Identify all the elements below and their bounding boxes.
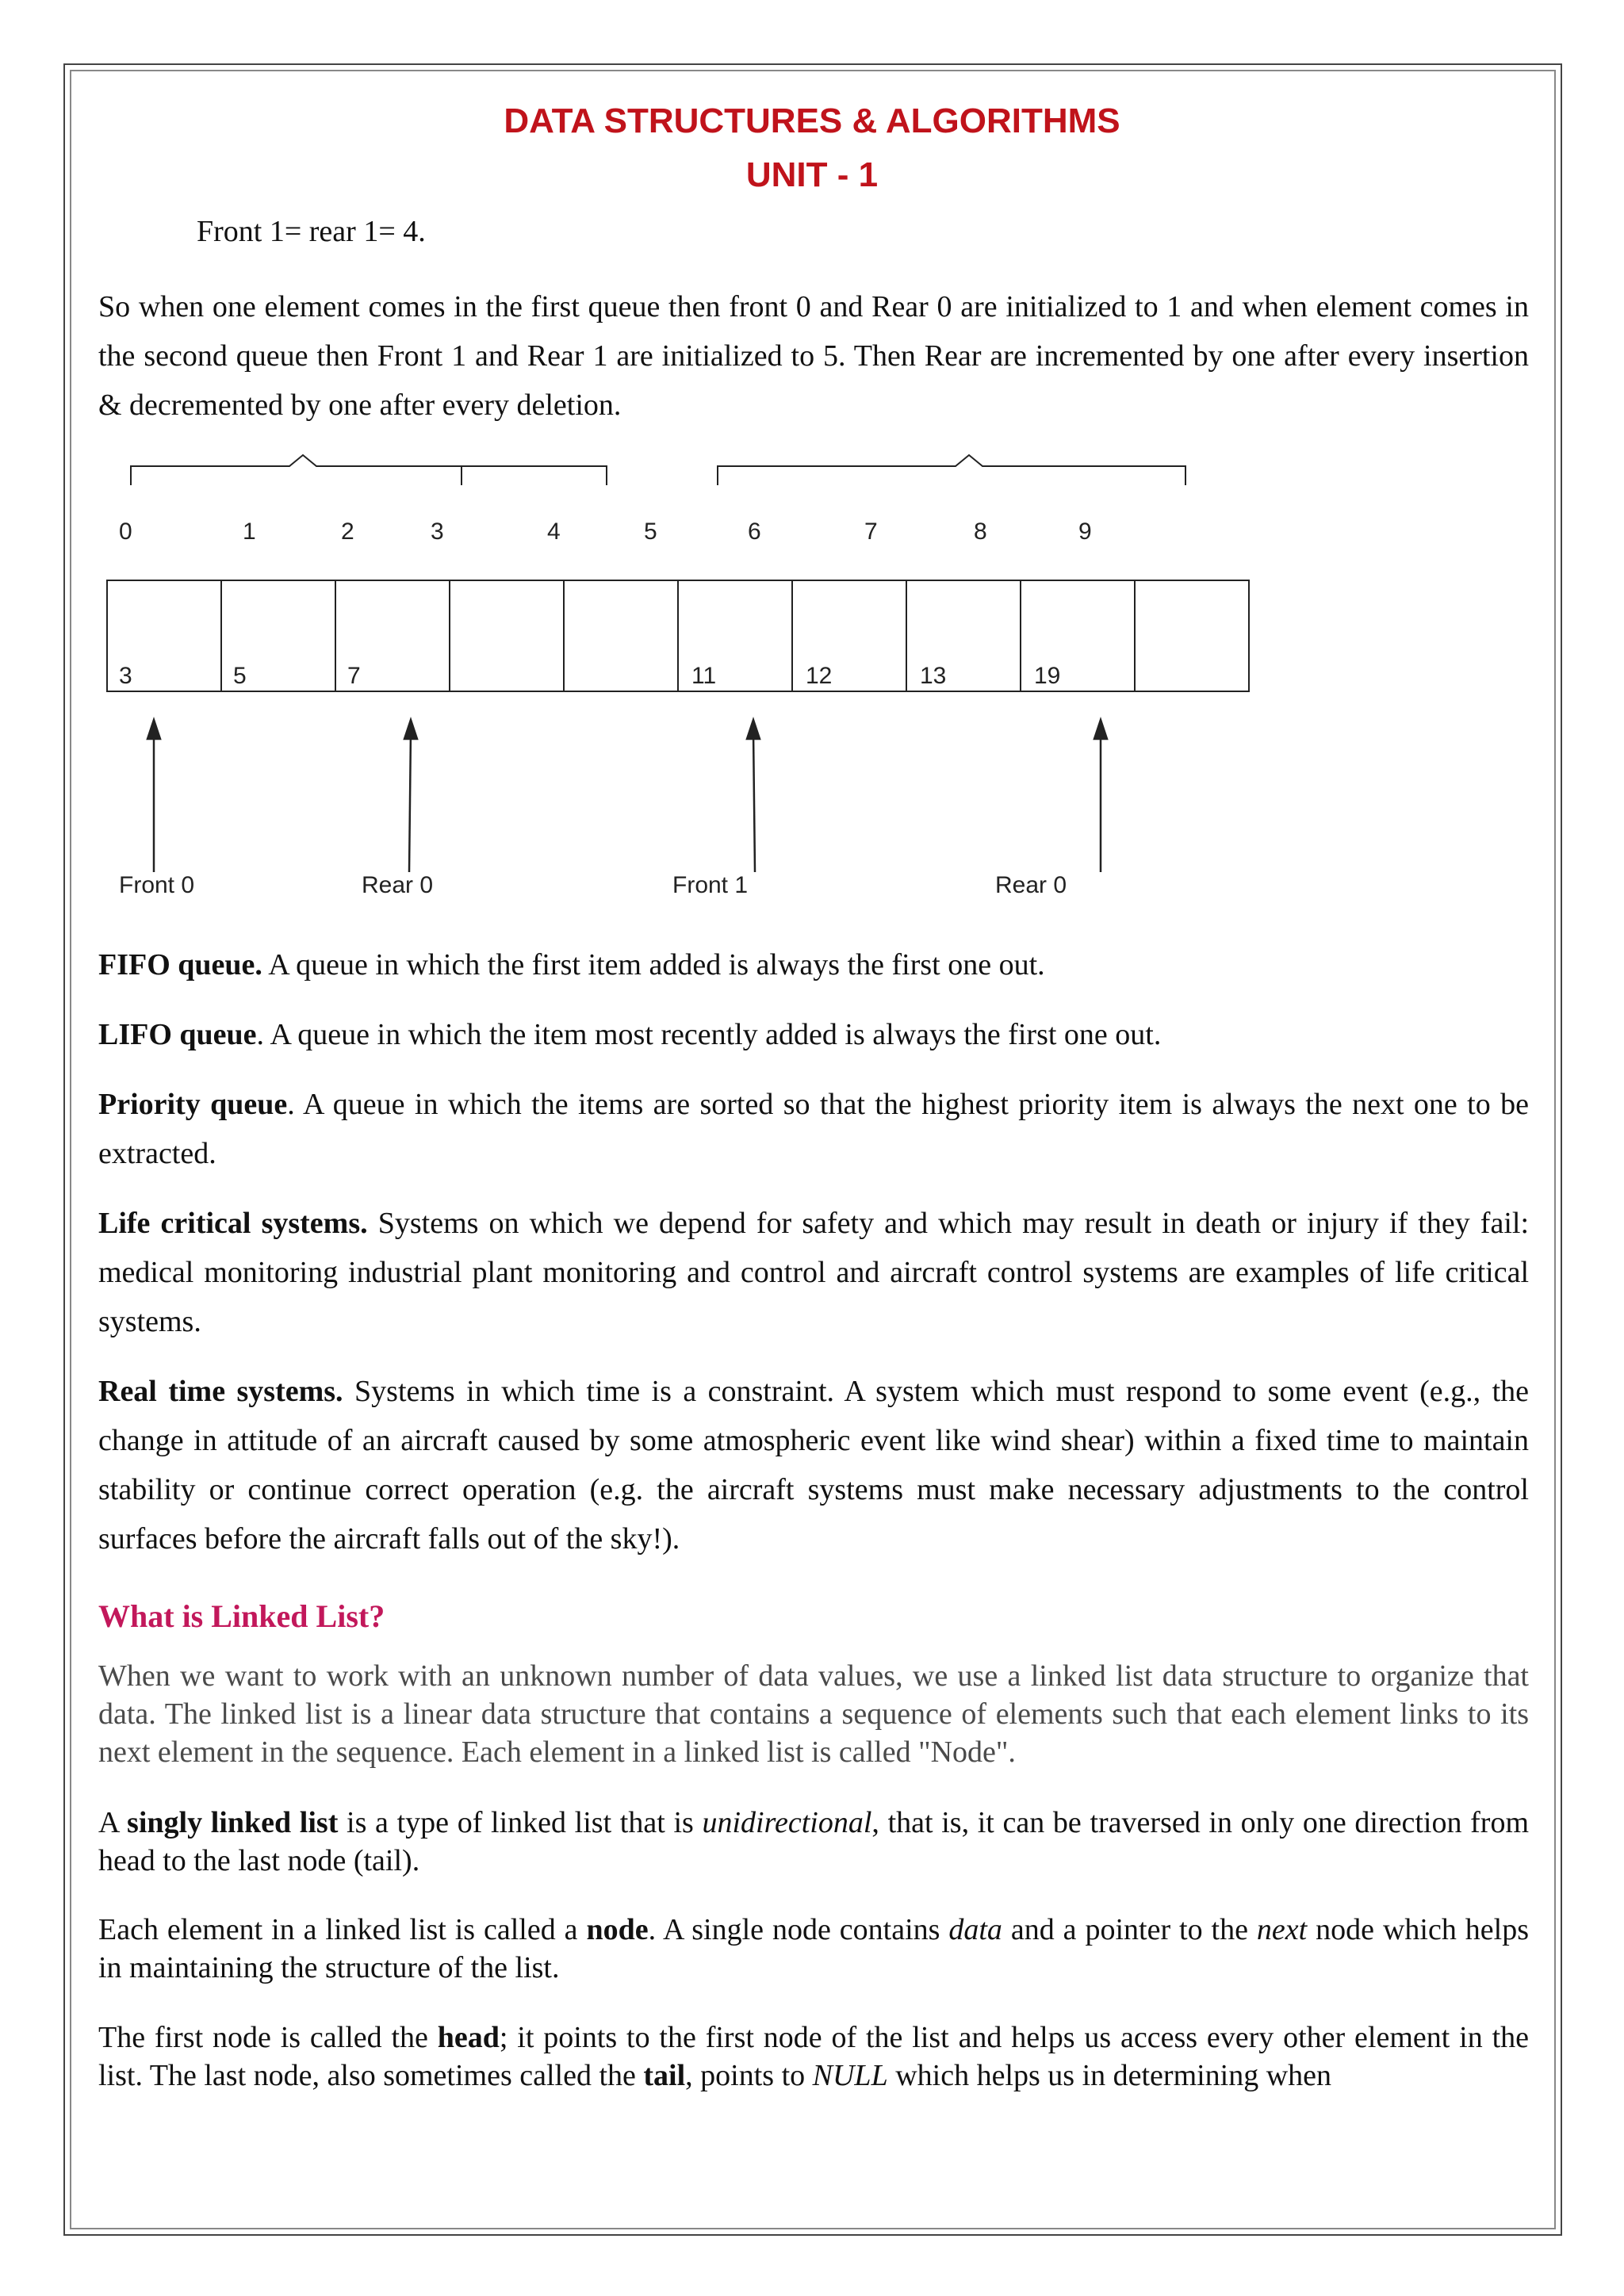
array-cells [107, 580, 1249, 691]
definition-text: Systems in which time is a constraint. A system which must respond to some event (e.g., the change in attitude of an aircraft caused by some atmospheric event like wind shear) within a fixed time to maintain stability or continue correct operation (e.g. the aircraft systems must make necessary adjustments to the control surfaces before the aircraft falls out of the sky!). [98, 1375, 1529, 1556]
term: singly linked list [127, 1806, 339, 1839]
pointer-arrows [147, 720, 1107, 872]
head-tail-paragraph [98, 2019, 1529, 2095]
linked-list-intro: When we want to work with an unknown number of data values, we use a linked list data structure to organize that data. The linked list is a linear data structure that contains a sequence of elements such that each element links to its next element in the sequence. Each element in a linked list is called "Node". [98, 1659, 1529, 1769]
term: tail [643, 2059, 686, 2092]
lifo-definition [98, 1010, 1529, 1059]
definition-text: . A queue in which the items are sorted so that the highest priority item is always the next one to be extracted. [98, 1088, 1529, 1170]
index-label: 5 [644, 519, 657, 545]
pointer-label-front-1: Front 1 [672, 872, 749, 898]
pointer-label-front-0: Front 0 [119, 872, 195, 898]
index-label: 3 [431, 519, 444, 545]
array-cell [1135, 580, 1249, 691]
cell-value: 13 [920, 663, 947, 689]
index-label: 1 [243, 519, 256, 545]
fifo-definition [98, 940, 1529, 989]
text-run: and a pointer to the [1002, 1913, 1257, 1946]
cell-value: 12 [806, 663, 833, 689]
cell-value: 5 [233, 663, 247, 689]
index-label: 0 [119, 519, 132, 545]
life-critical-definition [98, 1199, 1529, 1346]
emphasis: unidirectional [702, 1806, 872, 1839]
array-cell [564, 580, 678, 691]
pointer-label-rear-1: Rear 0 [995, 872, 1067, 898]
text-run: The first node is called the [98, 2021, 438, 2054]
text-run: is a type of linked list that is [338, 1806, 703, 1839]
index-label: 8 [974, 519, 987, 545]
text-run: ; it points to the first node of the list and helps us access every other element in the list. The last node, also sometimes called the [98, 2021, 1529, 2092]
index-label: 7 [864, 519, 878, 545]
text-run: , that is, it can be traversed in only one direction from head to the last node (tail). [98, 1806, 1529, 1877]
definition-term: LIFO queue [98, 1018, 257, 1051]
text-run: node which helps in maintaining the structure of the list. [98, 1913, 1529, 1984]
index-label: 6 [748, 519, 761, 545]
index-label: 4 [547, 519, 561, 545]
emphasis: data [948, 1913, 1002, 1946]
cell-value: 19 [1034, 663, 1061, 689]
unit-label: UNIT - 1 [745, 155, 879, 194]
definition-text: A queue in which the first item added is always the first one out. [262, 948, 1045, 982]
definition-term: FIFO queue. [98, 948, 262, 982]
definition-text: Systems on which we depend for safety and which may result in death or injury if they fail: medical monitoring industrial plant monitoring and control and aircraft control systems are examples of life critical systems. [98, 1207, 1529, 1338]
text-run: . A single node contains [648, 1913, 949, 1946]
definition-term: Life critical systems. [98, 1207, 368, 1240]
singly-linked-list-paragraph [98, 1804, 1529, 1880]
two-queue-diagram [95, 444, 1285, 920]
document-title: DATA STRUCTURES & ALGORITHMS [504, 101, 1120, 140]
cell-value: 3 [119, 663, 132, 689]
brace-queue-1 [718, 455, 1185, 485]
arrow-rear-0 [409, 731, 411, 872]
array-cell [450, 580, 564, 691]
term: node [586, 1913, 649, 1946]
real-time-definition [98, 1367, 1529, 1563]
brace-queue-0 [131, 455, 607, 485]
text-run: , points to [685, 2059, 813, 2092]
term: head [437, 2021, 500, 2054]
index-label: 9 [1078, 519, 1092, 545]
text-run: Each element in a linked list is called a [98, 1913, 587, 1946]
intro-paragraph: So when one element comes in the first queue then front 0 and Rear 0 are initialized to 1 and when element comes in the second queue then Front 1 and Rear 1 are initialized to 5. Then Rear are incremented by one after every insertion & decremented by one after every deletion. [98, 290, 1529, 422]
definition-term: Real time systems. [98, 1375, 343, 1408]
front-rear-note: Front 1= rear 1= 4. [197, 215, 426, 248]
text-run: which helps us in determining when [887, 2059, 1332, 2092]
emphasis: next [1256, 1913, 1308, 1946]
cell-value: 11 [691, 663, 717, 689]
arrow-front-1 [753, 731, 755, 872]
text-run: A [98, 1806, 128, 1839]
definition-text: . A queue in which the item most recently added is always the first one out. [256, 1018, 1162, 1051]
definition-term: Priority queue [98, 1088, 288, 1121]
index-label: 2 [341, 519, 354, 545]
priority-definition [98, 1080, 1529, 1178]
section-title: What is Linked List? [98, 1598, 385, 1634]
pointer-label-rear-0: Rear 0 [362, 872, 434, 898]
emphasis: NULL [812, 2059, 888, 2092]
cell-value: 7 [347, 663, 361, 689]
node-paragraph [98, 1911, 1529, 1987]
